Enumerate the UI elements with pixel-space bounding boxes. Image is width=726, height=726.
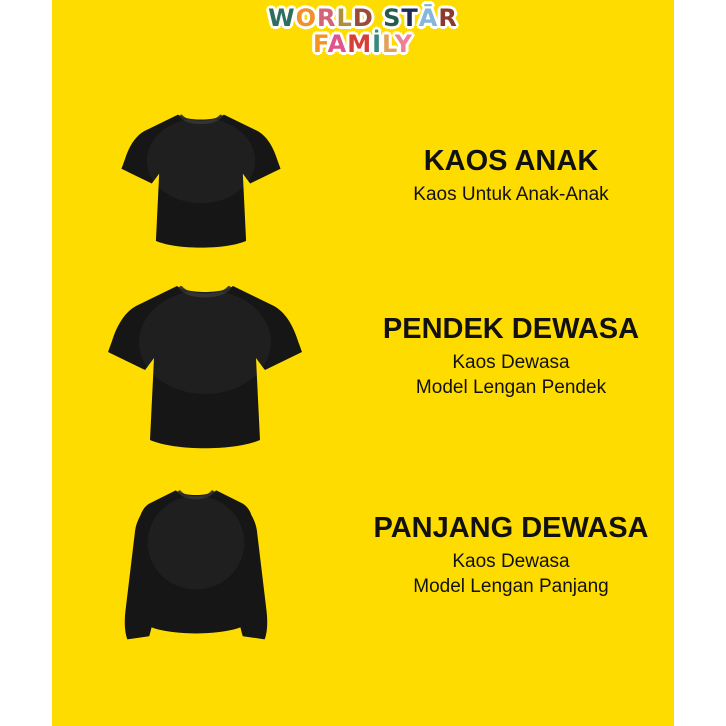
logo-letter: L [336,4,353,32]
product-subtitle-line: Kaos Dewasa [452,352,570,373]
adult-long-sleeve-tshirt-image [118,480,274,652]
product-title: KAOS ANAK [423,145,599,177]
logo-letter: O [295,4,318,32]
logo-letter: R [317,4,337,32]
product-subtitle-line: Kaos Dewasa [452,551,570,572]
logo-letter [374,4,383,32]
kids-tshirt-image [119,103,283,255]
product-subtitle-line: Model Lengan Pendek [415,377,607,398]
logo-letter: A [327,30,348,58]
logo-letter: M [347,30,373,58]
product-title: PENDEK DEWASA [382,313,640,345]
brand-logo [0,5,726,57]
product-title: PANJANG DEWASA [373,512,649,544]
logo-letter: S [383,4,402,32]
logo-letter: W [268,4,296,32]
logo-letter: Ā [418,4,439,32]
logo-letter: F [313,30,328,58]
logo-line1 [0,5,726,31]
right-margin [674,0,726,726]
left-margin [0,0,52,726]
logo-letter: R [438,4,458,32]
product-subtitle-line: Model Lengan Panjang [413,576,609,597]
product-label-pendek-dewasa [370,312,652,396]
logo-letter: T [401,4,419,32]
adult-short-sleeve-tshirt-image [105,272,305,457]
logo-line2 [0,31,726,57]
logo-letter: L [382,30,395,58]
product-label-kaos-anak [370,144,652,203]
logo-letter: D [352,4,374,32]
product-subtitle-line: Kaos Untuk Anak-Anak [413,184,609,205]
logo-letter: İ [372,30,383,58]
logo-letter: Y [394,30,413,58]
product-label-panjang-dewasa [370,511,652,595]
